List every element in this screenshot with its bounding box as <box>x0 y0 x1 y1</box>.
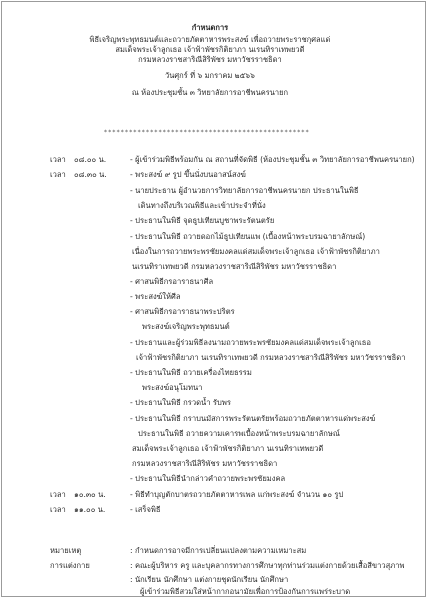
schedule-time-label: เวลา <box>50 505 66 514</box>
document-title: กำหนดการ <box>191 23 229 32</box>
schedule-item: - ประธานในพิธี ถวายเครื่องไทยธรรม <box>130 368 252 377</box>
schedule-item: นเรนทิราเทพยวดี กรมหลวงราชสาริณีสิริพัชร มหาวัชรราชธิดา <box>132 262 337 271</box>
schedule-item: - ประธานในพิธีนำกล่าวคำถวายพระพรชัยมงคล <box>130 474 286 483</box>
schedule-item: เจ้าฟ้าพัชรกิติยาภา นเรนทิราเทพยวดี กรมหลวงราชสาริณีสิริพัชร มหาวัชรราชธิดา <box>136 353 406 362</box>
schedule-item: - ศาสนพิธีกรอาราธนาพระปริตร <box>130 307 235 316</box>
schedule-item: ประธานในพิธี ถวายความเคารพเบื้องหน้าพระบรมฉายาลักษณ์ <box>138 429 340 438</box>
schedule-time-label: เวลา <box>50 170 66 179</box>
schedule-time: ๑๐.๓๐ น. <box>74 490 106 499</box>
schedule-item: - ผู้เข้าร่วมพิธีพร้อมกัน ณ สถานที่จัดพิธี (ห้องประชุมชั้น ๓ วิทยาลัยการอาชีพนครนายก) <box>130 155 415 164</box>
schedule-item: - ศาสนพิธีกรอาราธนาศีล <box>130 277 214 286</box>
schedule-item: - พระสงฆ์ให้ศีล <box>130 292 181 301</box>
schedule-time: ๑๑.๐๐ น. <box>74 505 106 514</box>
schedule-item: - ประธานในพิธี กรวดน้ำ รับพร <box>130 398 231 407</box>
schedule-item: - นายประธาน ผู้อำนวยการวิทยาลัยการอาชีพนครนายก ประธานในพิธี <box>130 186 359 195</box>
header-line-2: สมเด็จพระเจ้าลูกเธอ เจ้าฟ้าพัชรกิติยาภา นเรนทิราเทพยวดี <box>115 45 305 54</box>
header-date: วันศุกร์ ที่ ๖ มกราคม ๒๕๖๖ <box>165 71 255 80</box>
remark-text: : กำหนดการอาจมีการเปลี่ยนแปลงตามความเหมาะสม <box>130 546 307 555</box>
schedule-time: ๐๘.๐๐ น. <box>74 155 107 164</box>
schedule-time-label: เวลา <box>50 490 66 499</box>
header-line-3: กรมหลวงราชสาริณีสิริพัชร มหาวัชรราชธิดา <box>138 55 282 64</box>
schedule-item: - ประธานและผู้ร่วมพิธีลงนามถวายพระพรชัยมงคลแด่สมเด็จพระเจ้าลูกเธอ <box>130 338 371 347</box>
schedule-time-label: เวลา <box>50 155 66 164</box>
schedule-item: - ประธานในพิธี กราบนมัสการพระรัตนตรัยพร้อมถวายภัตตาหารแด่พระสงฆ์ <box>130 414 376 423</box>
schedule-item: - ประธานในพิธี ถวายดอกไม้ธูปเทียนแพ (เบื้องหน้าพระบรมฉายาลักษณ์) <box>130 232 366 241</box>
schedule-item: พระสงฆ์อนุโมทนา <box>142 383 203 392</box>
remark-label: หมายเหตุ <box>50 546 82 555</box>
schedule-item: กรมหลวงราชสาริณีสิริพัชร มหาวัชรราชธิดา <box>132 459 278 468</box>
schedule-item: เนื่องในการถวายพระพรชัยมงคลแด่สมเด็จพระเจ้าลูกเธอ เจ้าฟ้าพัชรกิติยาภา <box>132 247 380 256</box>
schedule-time: ๐๘.๓๐ น. <box>74 170 107 179</box>
schedule-item: พระสงฆ์เจริญพระพุทธมนต์ <box>142 322 230 331</box>
schedule-item: - พระสงฆ์ ๙ รูป ขึ้นนั่งบนอาสน์สงฆ์ <box>130 170 246 179</box>
header-line-1: พิธีเจริญพระพุทธมนต์และถวายภัตตาหารพระสงฆ์ เพื่อถวายพระราชกุศลแด่ <box>89 35 331 44</box>
dress-label: การแต่งกาย <box>50 561 90 570</box>
dress-line-2: : นักเรียน นักศึกษา แต่งกายชุดนักเรียน นักศึกษา <box>130 575 289 584</box>
schedule-item: เดินทางถึงบริเวณพิธีและเข้าประจำที่นั่ง <box>138 201 266 210</box>
dress-line-3: ผู้เข้าร่วมพิธีสวมใส่หน้ากากอนามัยเพื่อการป้องกันการแพร่ระบาด <box>140 587 351 596</box>
schedule-item: - ประธานในพิธี จุดธูปเทียนบูชาพระรัตนตรัย <box>130 216 275 225</box>
schedule-item: - เสร็จพิธี <box>130 505 161 514</box>
dress-line-1: : คณะผู้บริหาร ครู และบุคลากรทางการศึกษาทุกท่านร่วมแต่งกายด้วยเสื้อสีขาวสุภาพ <box>130 561 405 570</box>
schedule-item: - พิธีทำบุญตักบาตรถวายภัตตาหารเพล แก่พระสงฆ์ จำนวน ๑๐ รูป <box>130 490 344 499</box>
separator-line: ************************************************* <box>104 129 310 136</box>
schedule-item: สมเด็จพระเจ้าลูกเธอ เจ้าฟ้าพัชรกิติยาภา นเรนทิราเทพยวดี <box>132 444 324 453</box>
header-venue: ณ ห้องประชุมชั้น ๓ วิทยาลัยการอาชีพนครนายก <box>131 88 289 97</box>
